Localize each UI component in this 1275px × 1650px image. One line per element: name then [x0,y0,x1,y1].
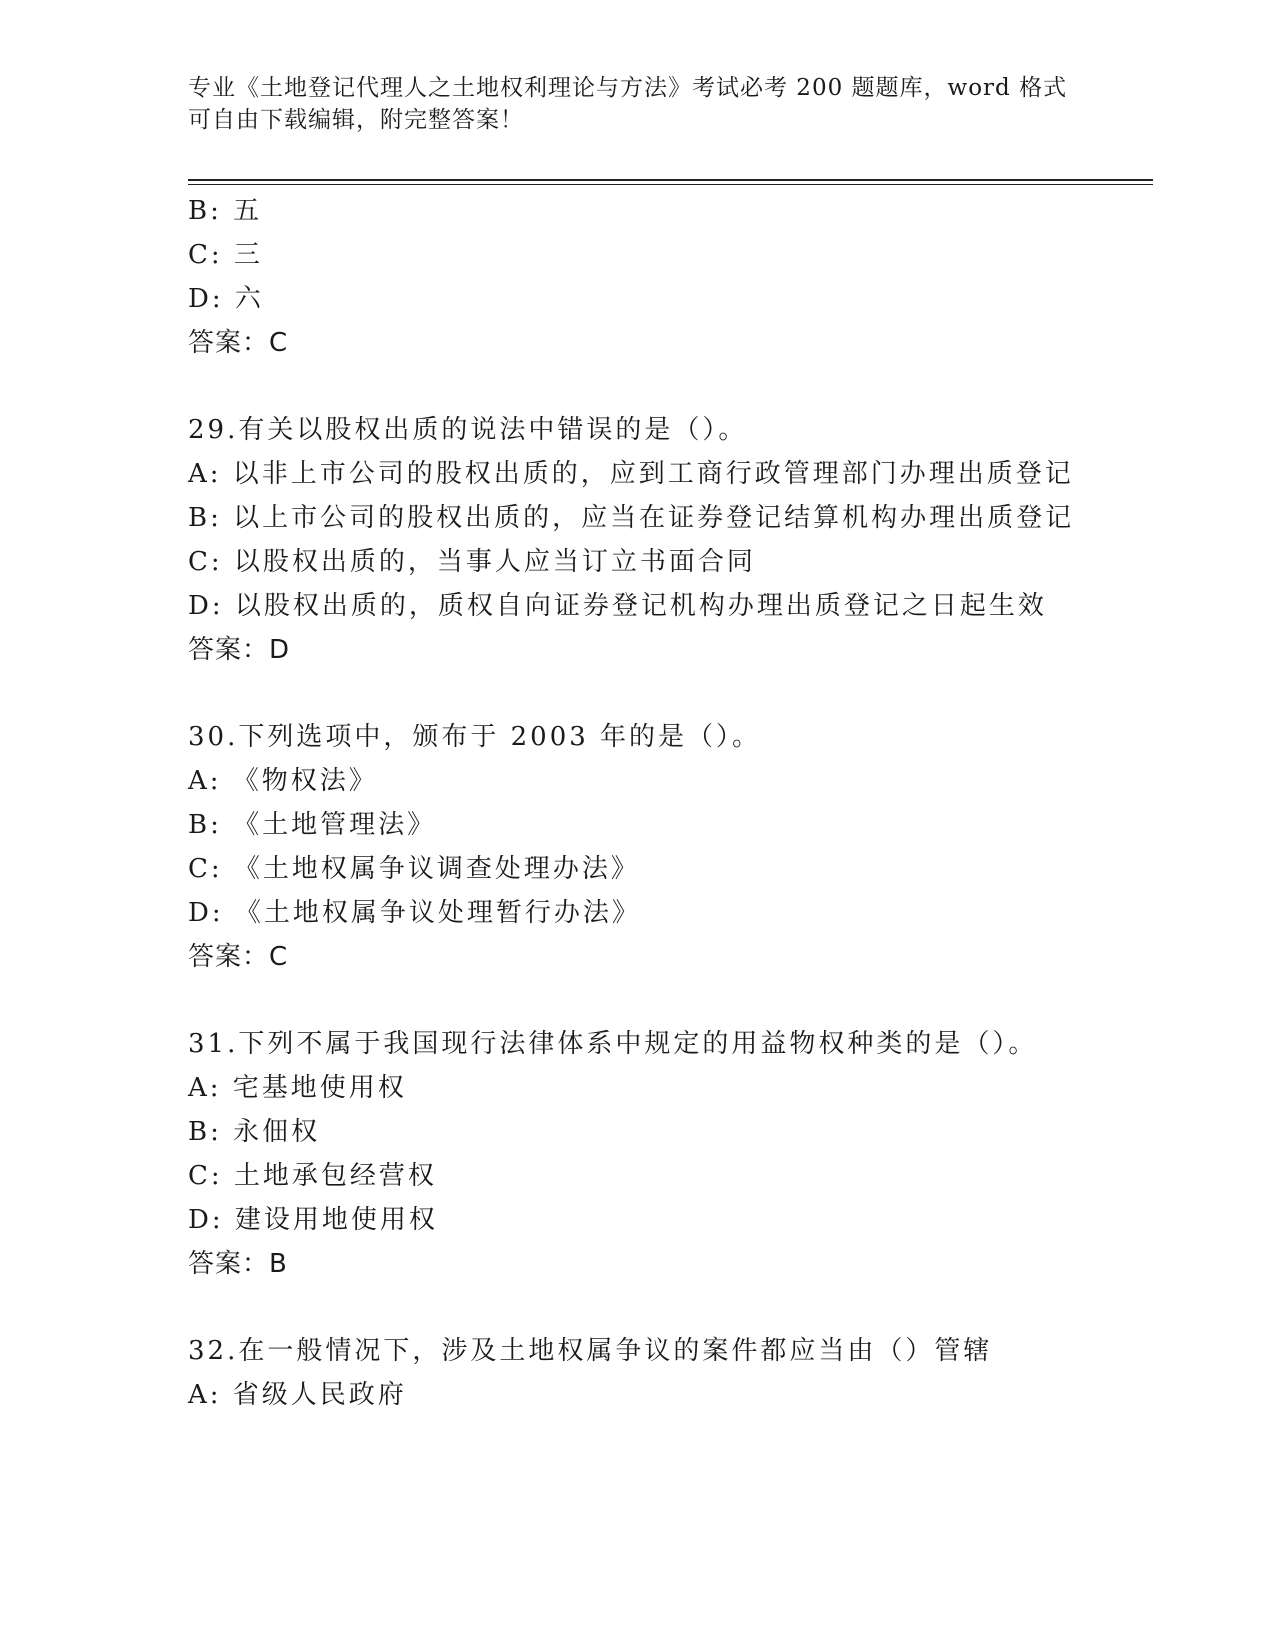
q30-stem: 30.下列选项中，颁布于 2003 年的是（）。 [188,722,762,752]
q28-answer: 答案：C [188,328,289,358]
q30-option-d: D: 《土地权属争议处理暂行办法》 [188,898,641,928]
document-header [188,72,1088,136]
q28-option-d: D: 六 [188,284,264,314]
q31-option-a: A: 宅基地使用权 [188,1073,407,1103]
header-divider-thin [188,184,1153,185]
q28-option-c: C: 三 [188,240,263,270]
q30-option-b: B: 《土地管理法》 [188,810,437,840]
header-line-1: 专业《土地登记代理人之土地权利理论与方法》考试必考 200 题题库，word 格式 [188,75,1068,101]
q29-option-b: B: 以上市公司的股权出质的，应当在证券登记结算机构办理出质登记 [188,503,1075,533]
q32-option-a: A: 省级人民政府 [188,1380,407,1410]
q29-answer: 答案：D [188,635,291,665]
q31-stem: 31.下列不属于我国现行法律体系中规定的用益物权种类的是（）。 [188,1029,1038,1059]
q31-option-b: B: 永佃权 [188,1117,321,1147]
q32-stem: 32.在一般情况下，涉及土地权属争议的案件都应当由（）管辖 [188,1336,993,1366]
q29-option-a: A: 以非上市公司的股权出质的，应到工商行政管理部门办理出质登记 [188,459,1074,489]
q30-option-a: A: 《物权法》 [188,766,378,796]
q29-stem: 29.有关以股权出质的说法中错误的是（）。 [188,415,748,445]
q29-option-d: D: 以股权出质的，质权自向证券登记机构办理出质登记之日起生效 [188,591,1047,621]
q30-answer: 答案：C [188,942,289,972]
q31-answer: 答案：B [188,1249,288,1279]
header-divider-thick [188,179,1153,181]
header-line-2: 可自由下载编辑，附完整答案！ [188,107,524,133]
q31-option-c: C: 土地承包经营权 [188,1161,437,1191]
q29-option-c: C: 以股权出质的，当事人应当订立书面合同 [188,547,756,577]
q30-option-c: C: 《土地权属争议调查处理办法》 [188,854,640,884]
q31-option-d: D: 建设用地使用权 [188,1205,438,1235]
q28-option-b: B: 五 [188,196,263,226]
